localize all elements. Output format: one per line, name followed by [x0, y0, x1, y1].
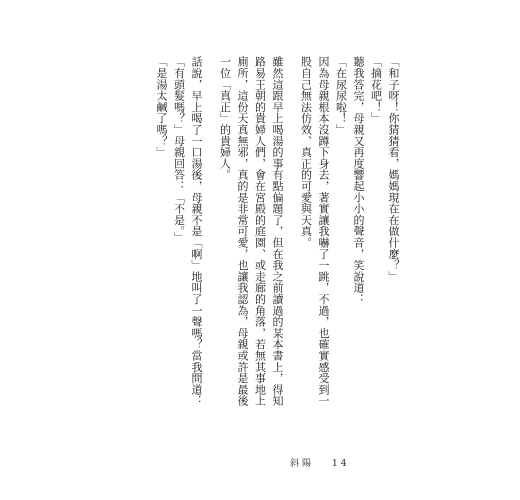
page-footer: [290, 456, 349, 469]
paragraph-7: 話說，早上喝了一口湯後，母親不是「啊」地叫了一聲嗎？當我問道：「有頭髮嗎？」母親回答：「不是。」: [172, 56, 203, 407]
paragraph-1: 「和子呀！你猜猜看，媽媽現在在做什麼？」: [387, 56, 400, 282]
paragraph-4: 「在尿尿啦！」: [334, 56, 348, 136]
paragraph-5: 因為母親根本沒蹲下身去，著實讓我嚇了一跳，不過，也確實感受到一股自己無法仿效、真正的可愛與天真。: [299, 56, 330, 407]
paragraph-2: 「摘花吧！」: [369, 56, 383, 124]
book-title: 斜陽: [290, 459, 315, 469]
paragraph-8: 「是湯太鹹了嗎？」: [155, 56, 168, 158]
body-text: [153, 56, 403, 416]
page-number: 14: [332, 459, 350, 469]
paragraph-6: 雖然這跟早上喝湯的事有點偏題了，但在我之前讀過的某本書上，得知路易王朝的貴婦人們，會在宮殿的庭園、或走廊的角落，若無其事地上廁所，這份天真無邪，真的是非常可愛，也讓我認為，母親或許是最後一位「真正」的貴婦人。: [218, 56, 284, 407]
paragraph-3: 聽我答完，母親又再度響起小小的聲音，笑說道：: [352, 56, 365, 305]
